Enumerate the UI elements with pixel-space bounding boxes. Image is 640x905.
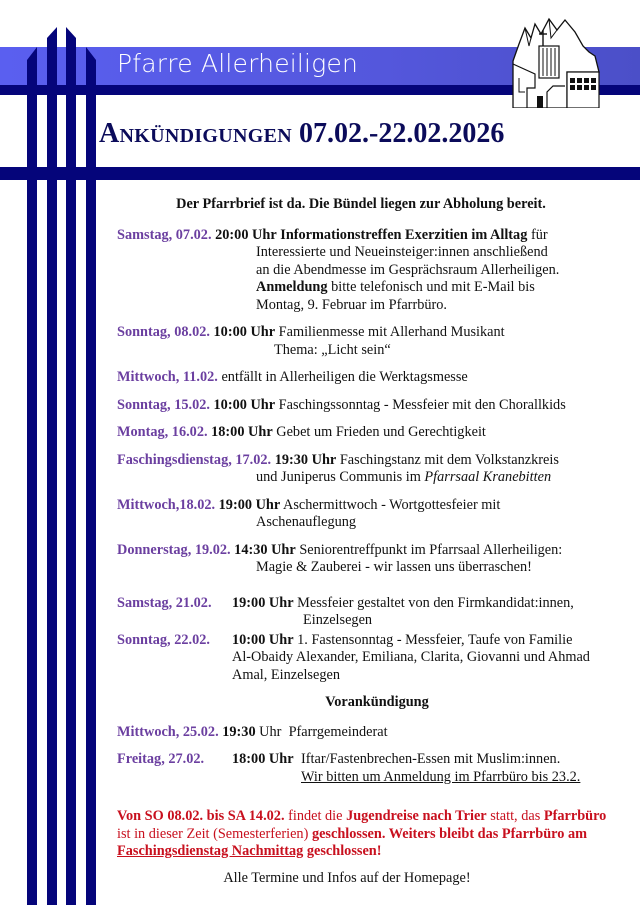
event-date: Sonntag, 22.02.	[117, 631, 210, 648]
event-time: 19:00 Uhr	[218, 496, 281, 513]
parish-name: Pfarre Allerheiligen	[117, 49, 359, 78]
event-text: Faschingssonntag - Messfeier mit den Chorallkids	[278, 396, 566, 413]
event-text-line: bitte telefonisch und mit E-Mail bis	[331, 279, 535, 295]
event-text: entfällt in Allerheiligen die Werktagsmesse	[221, 369, 468, 385]
event-text: Seniorentreffpunkt im Pfarrsaal Allerheiligen:	[299, 541, 563, 558]
notice-closed: geschlossen!	[306, 843, 382, 859]
notice-trip: Jugendreise nach Trier	[346, 808, 487, 824]
event-text-line: Montag, 9. Februar im Pfarrbüro.	[256, 296, 447, 313]
church-logo-icon	[505, 16, 610, 108]
preview-time: 19:30	[222, 723, 256, 740]
preview-item	[117, 724, 617, 742]
event-time: 19:00 Uhr	[232, 594, 294, 611]
event-text-line: Thema: „Licht sein“	[274, 341, 391, 358]
page-title	[99, 118, 504, 150]
event-item	[117, 227, 617, 315]
event-time: 19:30 Uhr	[274, 451, 337, 468]
event-text: Faschingstanz mit dem Volkstanzkreis	[339, 451, 559, 468]
page-title-word: Ankündigungen	[99, 118, 293, 149]
event-date: Mittwoch,18.02.	[117, 496, 216, 513]
event-time: 20:00 Uhr	[215, 226, 277, 243]
event-bold-text: Anmeldung	[256, 279, 328, 295]
event-text: für	[530, 226, 548, 243]
preview-date: Mittwoch, 25.02.	[117, 723, 219, 740]
notice-text: findet die	[288, 808, 343, 824]
vertical-bar	[27, 47, 37, 905]
preview-item	[117, 751, 617, 786]
event-text-line: Aschenauflegung	[256, 514, 357, 530]
notice-text: statt, das	[490, 808, 541, 824]
vertical-bar	[66, 27, 76, 905]
notice-carnival-afternoon: Faschingsdienstag Nachmittag	[117, 843, 304, 859]
event-text: Familienmesse mit Allerhand Musikant	[278, 324, 505, 340]
event-date: Sonntag, 15.02.	[117, 396, 210, 413]
registration-note: Wir bitten um Anmeldung im Pfarrbüro bis 23.2.	[301, 768, 581, 785]
event-text: Aschermittwoch - Wortgottesfeier mit	[283, 496, 501, 513]
event-item	[117, 424, 617, 442]
footer-note: Alle Termine und Infos auf der Homepage!	[223, 869, 471, 886]
event-time: 10:00 Uhr	[213, 324, 276, 340]
notice-text: ist in dieser Zeit (Semesterferien)	[117, 825, 309, 842]
event-time: 10:00 Uhr	[232, 631, 294, 648]
event-date: Montag, 16.02.	[117, 424, 208, 440]
event-item	[117, 324, 617, 359]
event-item	[117, 369, 617, 387]
intro-text: Der Pfarrbrief ist da. Die Bündel liegen zur Abholung bereit.	[176, 196, 546, 212]
event-date: Donnerstag, 19.02.	[117, 541, 231, 558]
event-item	[117, 452, 617, 487]
event-item	[117, 497, 617, 532]
event-item	[117, 397, 617, 415]
office-closure-notice	[117, 808, 617, 861]
preview-time: 18:00 Uhr	[232, 751, 294, 767]
page-title-date-range: 07.02.-22.02.2026	[299, 118, 505, 149]
event-date: Mittwoch, 11.02.	[117, 369, 218, 385]
vertical-bars-decoration	[0, 0, 110, 905]
event-item	[117, 632, 617, 685]
event-text-line: Magie & Zauberei - wir lassen uns überraschen!	[256, 559, 532, 575]
event-text: 1. Fastensonntag - Messfeier, Taufe von Familie	[297, 631, 573, 648]
event-text-line: Amal, Einzelsegen	[232, 666, 340, 683]
event-date: Sonntag, 08.02.	[117, 324, 210, 340]
event-item	[117, 595, 617, 630]
event-text: Messfeier gestaltet von den Firmkandidat:innen,	[297, 594, 574, 611]
event-location: Pfarrsaal Kranebitten	[424, 469, 552, 485]
event-title: Informationstreffen Exerzitien im Alltag	[280, 226, 528, 243]
vertical-bar	[47, 27, 57, 905]
event-text-line: Al-Obaidy Alexander, Emiliana, Clarita, Giovanni und Ahmad	[232, 649, 590, 665]
event-date: Samstag, 07.02.	[117, 226, 212, 243]
event-time: 10:00 Uhr	[213, 396, 276, 413]
event-date: Faschingsdienstag, 17.02.	[117, 451, 272, 468]
event-text-line: an die Abendmesse im Gesprächsraum Allerheiligen.	[256, 261, 560, 278]
event-time: 18:00 Uhr	[211, 424, 273, 440]
preview-text: Iftar/Fastenbrechen-Essen mit Muslim:innen.	[301, 751, 561, 767]
event-time: 14:30 Uhr	[234, 541, 296, 558]
event-text-line: und Juniperus Communis im	[256, 469, 421, 485]
notice-office: Pfarrbüro am	[501, 825, 588, 842]
event-date: Samstag, 21.02.	[117, 594, 212, 611]
event-text-line: Interessierte und Neueinsteiger:innen anschließend	[256, 244, 548, 260]
vertical-bar	[86, 47, 96, 905]
preview-time-unit: Uhr	[259, 723, 282, 740]
notice-dates: Von SO 08.02. bis SA 14.02.	[117, 808, 285, 824]
preview-text: Pfarrgemeinderat	[288, 723, 388, 740]
event-text-line: Einzelsegen	[303, 612, 373, 628]
event-text: Gebet um Frieden und Gerechtigkeit	[276, 424, 486, 440]
preview-heading: Vorankündigung	[325, 694, 429, 710]
preview-date: Freitag, 27.02.	[117, 751, 205, 767]
notice-closed: geschlossen. Weiters bleibt das	[311, 825, 499, 842]
notice-office: Pfarrbüro	[543, 808, 607, 824]
announcements-content	[117, 196, 617, 887]
event-item	[117, 542, 617, 577]
